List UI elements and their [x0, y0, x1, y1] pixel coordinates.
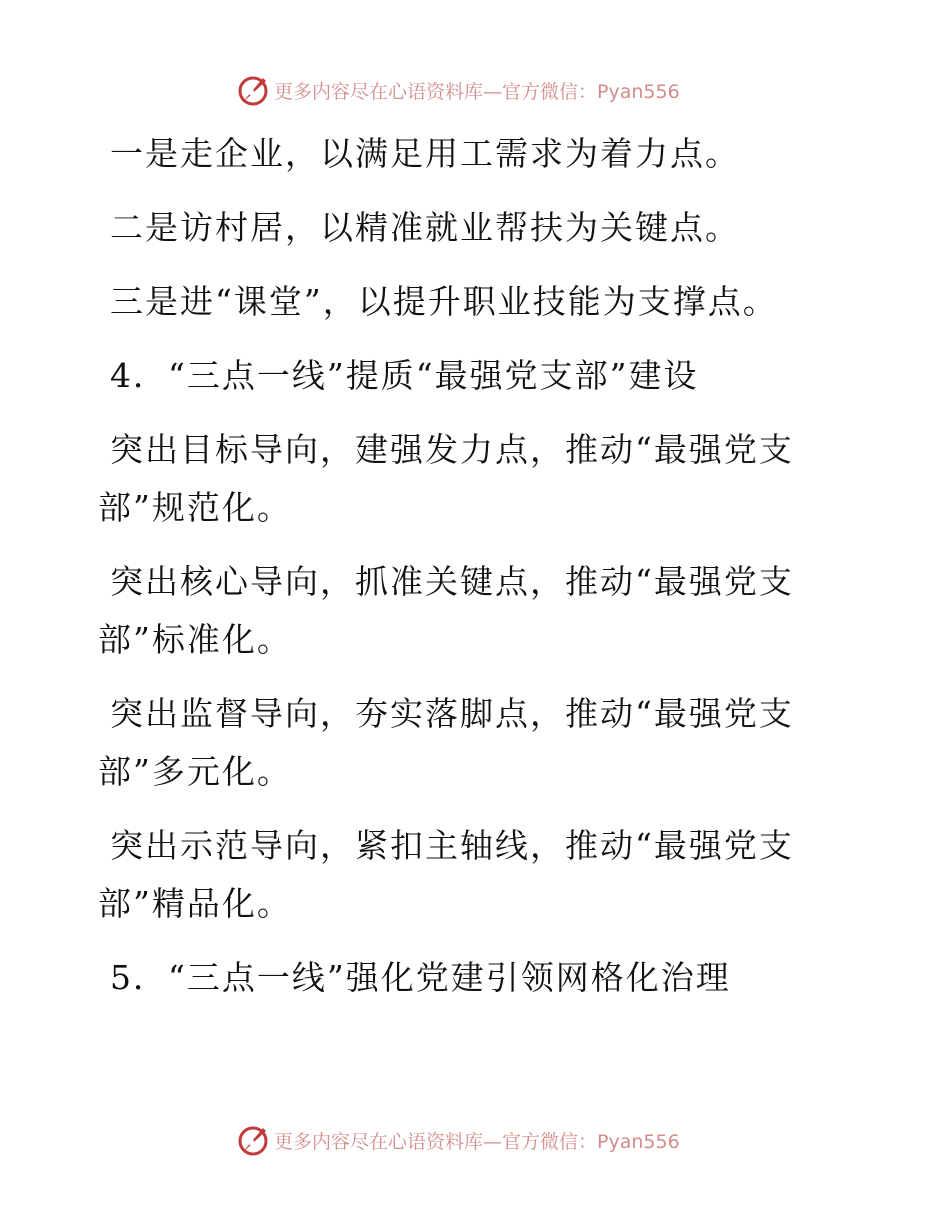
- paragraph-line: 一是走企业，以满足用工需求为着力点。: [110, 134, 740, 173]
- section-heading: 4．“三点一线”提质“最强党支部”建设: [110, 356, 699, 395]
- watermark-text: 更多内容尽在心语资料库—官方微信：Pyan556: [274, 80, 680, 103]
- watermark-footer: [236, 1122, 716, 1158]
- paragraph-line: 突出示范导向，紧扣主轴线，推动“最强党支: [110, 826, 794, 865]
- paragraph-line: 部”多元化。: [98, 752, 292, 791]
- quill-logo-icon: [236, 1123, 270, 1157]
- watermark-header: [236, 72, 716, 108]
- paragraph-line: 突出目标导向，建强发力点，推动“最强党支: [110, 430, 794, 469]
- paragraph-line: 三是进“课堂”，以提升职业技能为支撑点。: [110, 282, 778, 321]
- section-heading: 5．“三点一线”强化党建引领网格化治理: [110, 958, 731, 997]
- paragraph-line: 突出核心导向，抓准关键点，推动“最强党支: [110, 562, 794, 601]
- paragraph-line: 二是访村居，以精准就业帮扶为关键点。: [110, 208, 740, 247]
- paragraph-line: 部”规范化。: [98, 488, 292, 527]
- paragraph-line: 部”精品化。: [98, 884, 292, 923]
- paragraph-line: 突出监督导向，夯实落脚点，推动“最强党支: [110, 694, 794, 733]
- paragraph-line: 部”标准化。: [98, 620, 292, 659]
- watermark-text: 更多内容尽在心语资料库—官方微信：Pyan556: [274, 1130, 680, 1153]
- quill-logo-icon: [236, 73, 270, 107]
